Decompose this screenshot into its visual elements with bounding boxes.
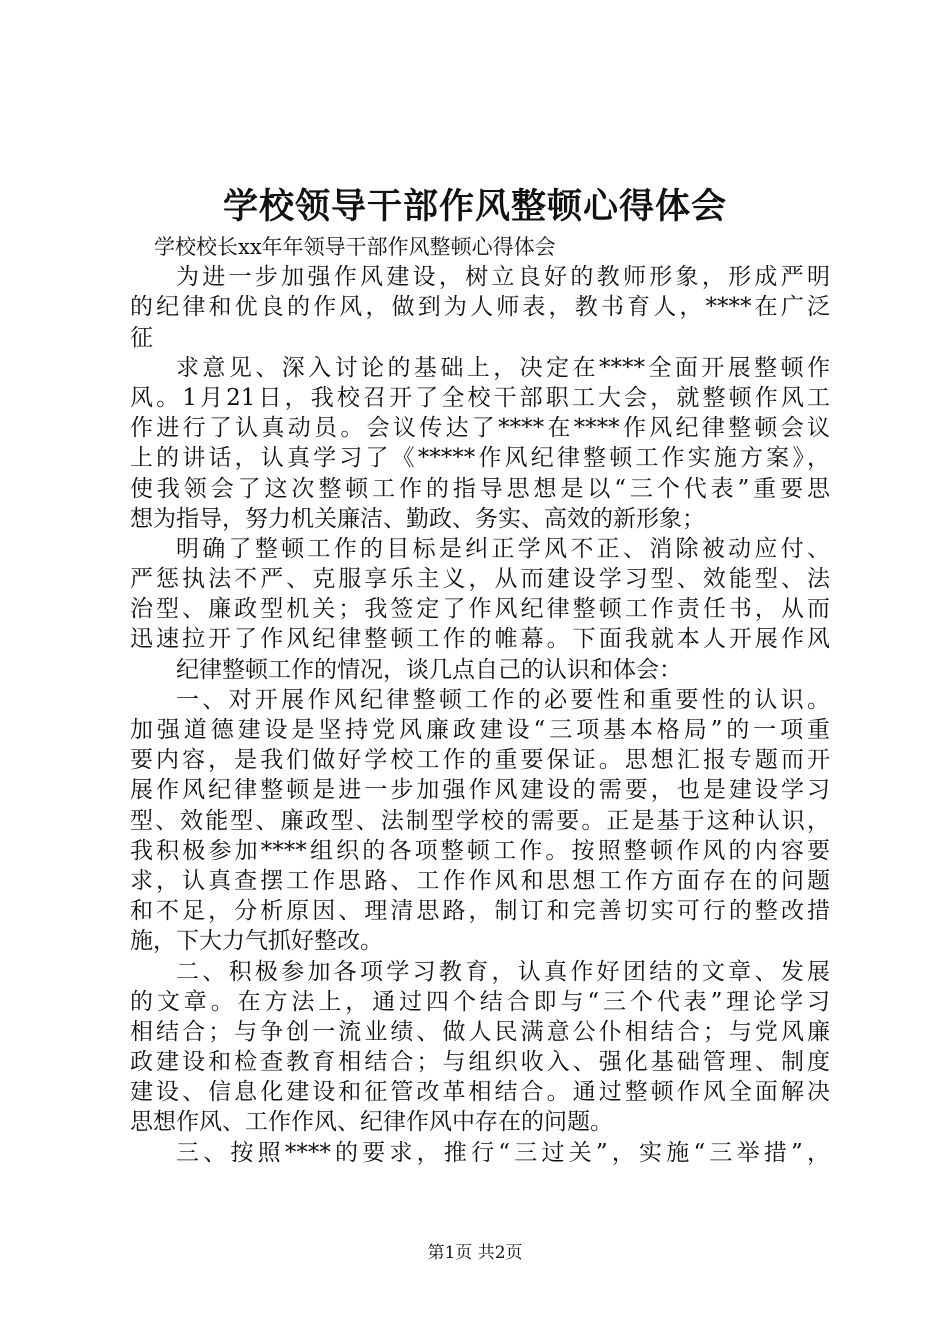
body-line: 二、积极参加各项学习教育，认真作好团结的文章、发展	[176, 958, 830, 985]
body-line: 型、效能型、廉政型、法制型学校的需要。正是基于这种认识，	[130, 807, 830, 834]
body-line: 征	[130, 324, 153, 351]
body-line: 建设、信息化建设和征管改革相结合。通过整顿作风全面解决	[130, 1079, 830, 1106]
body-line: 纪律整顿工作的情况，谈几点自己的认识和体会：	[176, 656, 682, 683]
body-line: 一、对开展作风纪律整顿工作的必要性和重要性的认识。	[176, 686, 830, 713]
body-line: 要内容，是我们做好学校工作的重要保证。思想汇报专题而开	[130, 747, 830, 774]
body-line: 和不足，分析原因、理清思路，制订和完善切实可行的整改措	[130, 898, 830, 925]
document-body	[130, 232, 830, 1168]
body-line: 为进一步加强作风建设，树立良好的教师形象，形成严明	[176, 264, 830, 291]
body-line: 的文章。在方法上，通过四个结合即与“三个代表”理论学习	[130, 988, 830, 1015]
body-line: 想为指导，努力机关廉洁、勤政、务实、高效的新形象；	[130, 505, 705, 532]
body-line: 加强道德建设是坚持党风廉政建设“三项基本格局”的一项重	[130, 717, 830, 743]
body-line: 施，下大力气抓好整改。	[130, 928, 383, 955]
body-line: 风。1月21日，我校召开了全校干部职工大会，就整顿作风工	[130, 384, 830, 411]
body-line: 求意见、深入讨论的基础上，决定在****全面开展整顿作	[176, 354, 830, 381]
body-line: 严惩执法不严、克服享乐主义，从而建设学习型、效能型、法	[130, 566, 830, 593]
body-line: 的纪律和优良的作风，做到为人师表，教书育人，****在广泛	[130, 294, 830, 321]
body-line: 政建设和检查教育相结合；与组织收入、强化基础管理、制度	[130, 1049, 830, 1076]
document-subtitle: 学校校长xx年年领导干部作风整顿心得体会	[154, 235, 556, 259]
body-line: 求，认真查摆工作思路、工作作风和思想工作方面存在的问题	[130, 867, 830, 894]
body-line: 展作风纪律整顿是进一步加强作风建设的需要，也是建设学习	[130, 777, 830, 804]
body-line: 明确了整顿工作的目标是纠正学风不正、消除被动应付、	[176, 535, 830, 562]
body-line: 三、按照****的要求，推行“三过关”，实施“三举措”，	[176, 1139, 830, 1166]
body-line: 治型、廉政型机关；我签定了作风纪律整顿工作责任书，从而	[130, 596, 830, 623]
body-line: 使我领会了这次整顿工作的指导思想是以“三个代表”重要思	[130, 475, 830, 502]
body-line: 思想作风、工作作风、纪律作风中存在的问题。	[130, 1109, 613, 1136]
body-line: 我积极参加****组织的各项整顿工作。按照整顿作风的内容要	[130, 837, 830, 864]
body-line: 作进行了认真动员。会议传达了****在****作风纪律整顿会议	[130, 415, 830, 442]
body-line: 迅速拉开了作风纪律整顿工作的帷幕。下面我就本人开展作风	[130, 626, 830, 653]
document-title: 学校领导干部作风整顿心得体会	[222, 186, 727, 227]
body-line: 相结合；与争创一流业绩、做人民满意公仆相结合；与党风廉	[130, 1018, 830, 1045]
page-footer: 第1页 共2页	[427, 1243, 523, 1263]
body-line: 上的讲话，认真学习了《*****作风纪律整顿工作实施方案》，	[130, 445, 830, 472]
